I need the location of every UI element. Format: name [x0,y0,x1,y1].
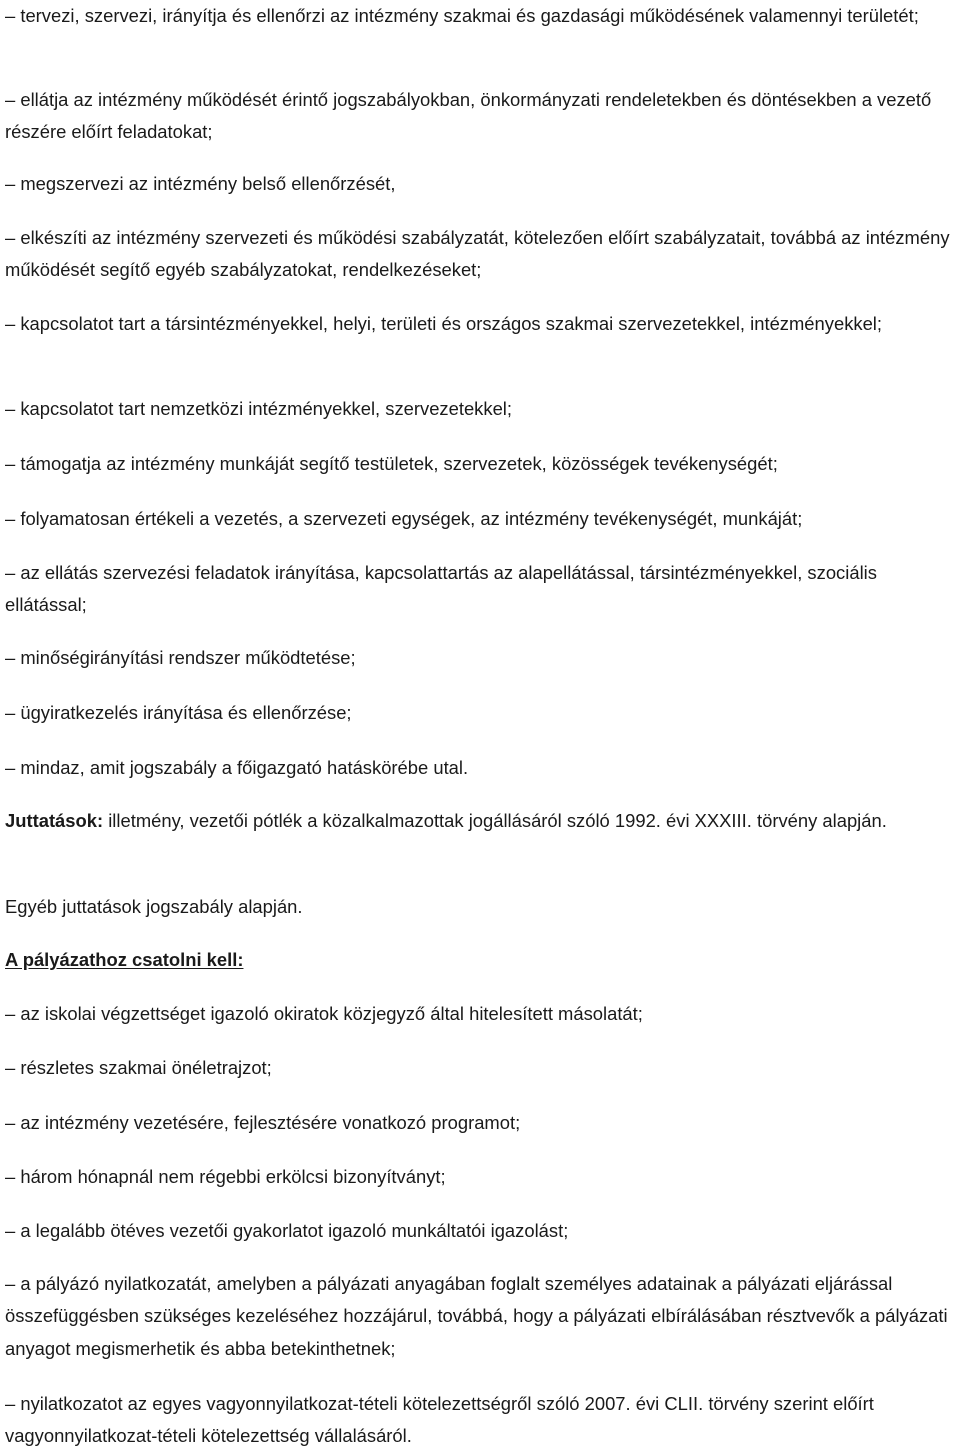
attachments-heading-text: A pályázathoz csatolni kell: [5,949,244,970]
duty-item: – elkészíti az intézmény szervezeti és működési szabályzatát, kötelezően előírt szabályzatait, továbbá az intézmény működését segítő egyéb szabályzatokat, rendelkezéseket; [5,227,950,281]
duty-item: – ellátja az intézmény működését érintő jogszabályokban, önkormányzati rendeletekben és döntésekben a vezető részére előírt feladatokat; [5,89,932,143]
duty-item: – tervezi, szervezi, irányítja és ellenőrzi az intézmény szakmai és gazdasági működésének valamennyi területét; [5,5,919,26]
attachment-item: – részletes szakmai önéletrajzot; [5,1057,272,1078]
attachment-item: – az intézmény vezetésére, fejlesztésére vonatkozó programot; [5,1112,521,1133]
duty-item: – kapcsolatot tart a társintézményekkel, helyi, területi és országos szakmai szervezetekkel, intézményekkel; [5,313,883,334]
duty-item: – megszervezi az intézmény belső ellenőrzését, [5,173,396,194]
other-benefits: Egyéb juttatások jogszabály alapján. [5,896,303,917]
duty-item: – az ellátás szervezési feladatok irányítása, kapcsolattartás az alapellátással, társintézményekkel, szociális ellátással; [5,562,877,616]
benefits-paragraph [5,805,957,837]
duty-item: – kapcsolatot tart nemzetközi intézményekkel, szervezetekkel; [5,398,512,419]
duty-item: – folyamatosan értékeli a vezetés, a szervezeti egységek, az intézmény tevékenységét, munkáját; [5,508,803,529]
attachment-item: – nyilatkozatot az egyes vagyonnyilatkozat-tételi kötelezettségről szóló 2007. évi CLII. törvény szerint előírt vagyonnyilatkozat-tételi kötelezettség vállalásáról. [5,1393,874,1447]
duty-item: – mindaz, amit jogszabály a főigazgató hatáskörébe utal. [5,757,469,778]
benefits-text: illetmény, vezetői pótlék a közalkalmazottak jogállásáról szóló 1992. évi XXXIII. törvény alapján. [103,810,887,831]
attachment-item: – három hónapnál nem régebbi erkölcsi bizonyítványt; [5,1166,446,1187]
attachment-item: – a pályázó nyilatkozatát, amelyben a pályázati anyagában foglalt személyes adatainak a pályázati eljárással összefüggésben szükséges kezeléséhez hozzájárul, továbbá, hogy a pályázati elbírálásában résztvevők a pályázati anyagot megismerhetik és abba betekinthetnek; [5,1273,948,1359]
attachment-item: – az iskolai végzettséget igazoló okiratok közjegyző által hitelesített másolatát; [5,1003,643,1024]
duty-item: – minőségirányítási rendszer működtetése; [5,647,356,668]
benefits-label: Juttatások: [5,810,104,831]
duty-item: – ügyiratkezelés irányítása és ellenőrzése; [5,702,352,723]
attachment-item: – a legalább ötéves vezetői gyakorlatot igazoló munkáltatói igazolást; [5,1220,569,1241]
duty-item: – támogatja az intézmény munkáját segítő testületek, szervezetek, közösségek tevékenységét; [5,453,778,474]
attachments-heading [5,944,957,976]
